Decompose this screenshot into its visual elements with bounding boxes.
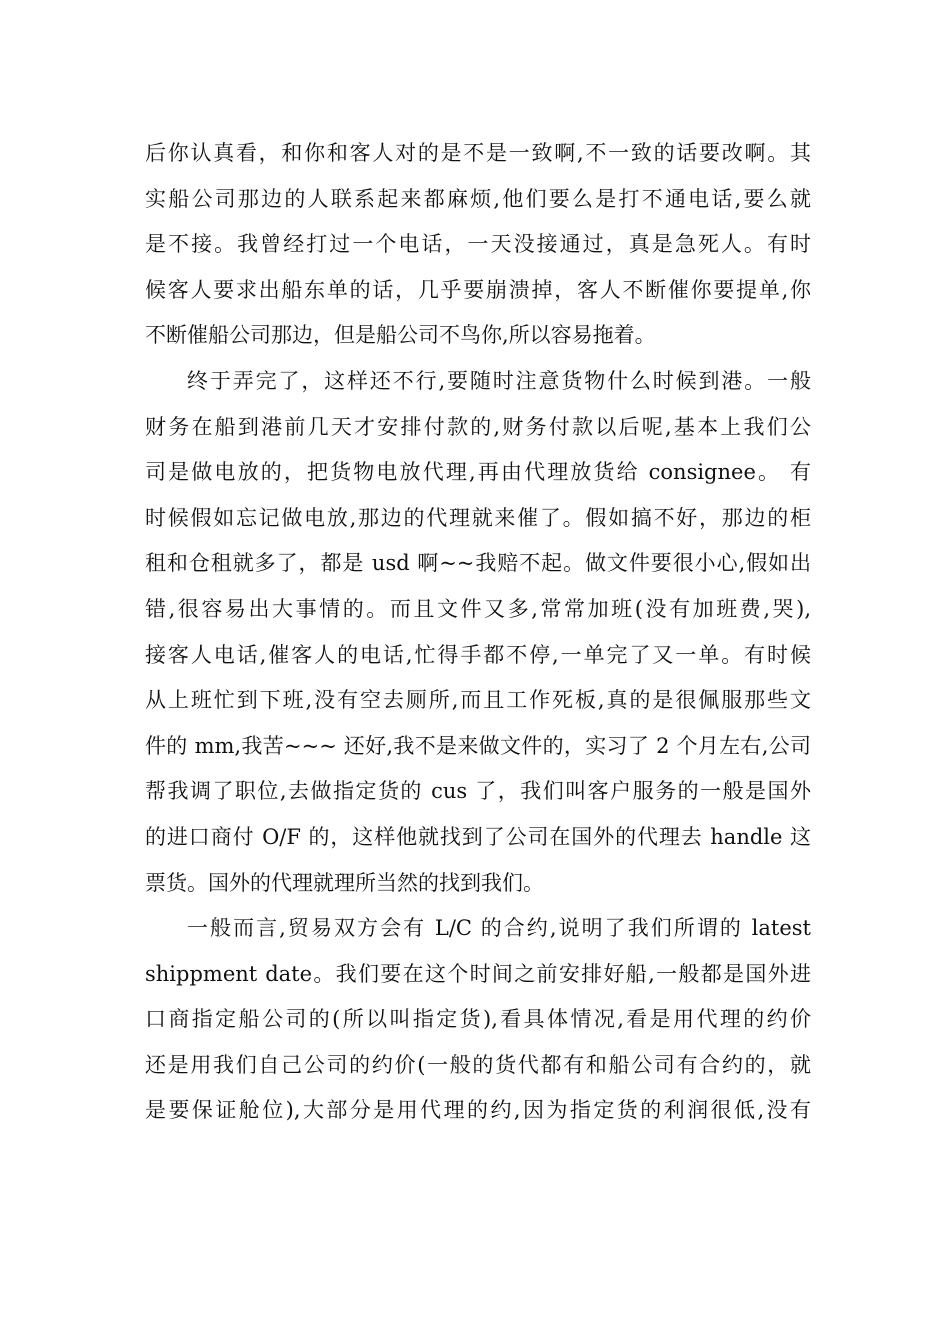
text-line: 不断催船公司那边，但是船公司不鸟你,所以容易拖着。	[145, 323, 656, 348]
text-line: 候客人要求出船东单的话，几乎要崩溃掉，客人不断催你要提单,你	[145, 277, 811, 302]
text-line: 口商指定船公司的(所以叫指定货),看具体情况,看是用代理的约价	[145, 1007, 811, 1032]
paragraph	[145, 131, 811, 359]
text-line: 司是做电放的，把货物电放代理,再由代理放货给 consignee。 有	[145, 460, 811, 485]
text-line: 终于弄完了，这样还不行,要随时注意货物什么时候到港。一般	[187, 368, 811, 393]
paragraph	[145, 359, 811, 906]
text-line: 票货。国外的代理就理所当然的找到我们。	[145, 870, 544, 895]
text-line: 一般而言,贸易双方会有 L/C 的合约,说明了我们所谓的 latest	[187, 916, 811, 941]
text-line: 还是用我们自己公司的约价(一般的货代都有和船公司有合约的，就	[145, 1052, 811, 1077]
text-line: 财务在船到港前几天才安排付款的,财务付款以后呢,基本上我们公	[145, 414, 811, 439]
text-line: shippment date。我们要在这个时间之前安排好船,一般都是国外进	[145, 961, 811, 986]
text-line: 错,很容易出大事情的。而且文件又多,常常加班(没有加班费,哭),	[145, 596, 811, 621]
text-line: 件的 mm,我苦~~~ 还好,我不是来做文件的，实习了 2 个月左右,公司	[145, 733, 811, 758]
text-line: 是不接。我曾经打过一个电话，一天没接通过，真是急死人。有时	[145, 232, 811, 257]
paragraph	[145, 906, 811, 1134]
text-line: 租和仓租就多了，都是 usd 啊~~我赔不起。做文件要很小心,假如出	[145, 551, 811, 576]
body-text	[145, 131, 811, 1134]
text-line: 实船公司那边的人联系起来都麻烦,他们要么是打不通电话,要么就	[145, 186, 811, 211]
text-line: 帮我调了职位,去做指定货的 cus 了，我们叫客户服务的一般是国外	[145, 779, 811, 804]
text-line: 从上班忙到下班,没有空去厕所,而且工作死板,真的是很佩服那些文	[145, 688, 811, 713]
text-line: 接客人电话,催客人的电话,忙得手都不停,一单完了又一单。有时候	[145, 642, 811, 667]
text-line: 的进口商付 O/F 的，这样他就找到了公司在国外的代理去 handle 这	[145, 824, 811, 849]
text-line: 时候假如忘记做电放,那边的代理就来催了。假如搞不好，那边的柜	[145, 505, 811, 530]
text-line: 后你认真看，和你和客人对的是不是一致啊,不一致的话要改啊。其	[145, 141, 811, 165]
text-line: 是要保证舱位),大部分是用代理的约,因为指定货的利润很低,没有	[145, 1098, 811, 1123]
